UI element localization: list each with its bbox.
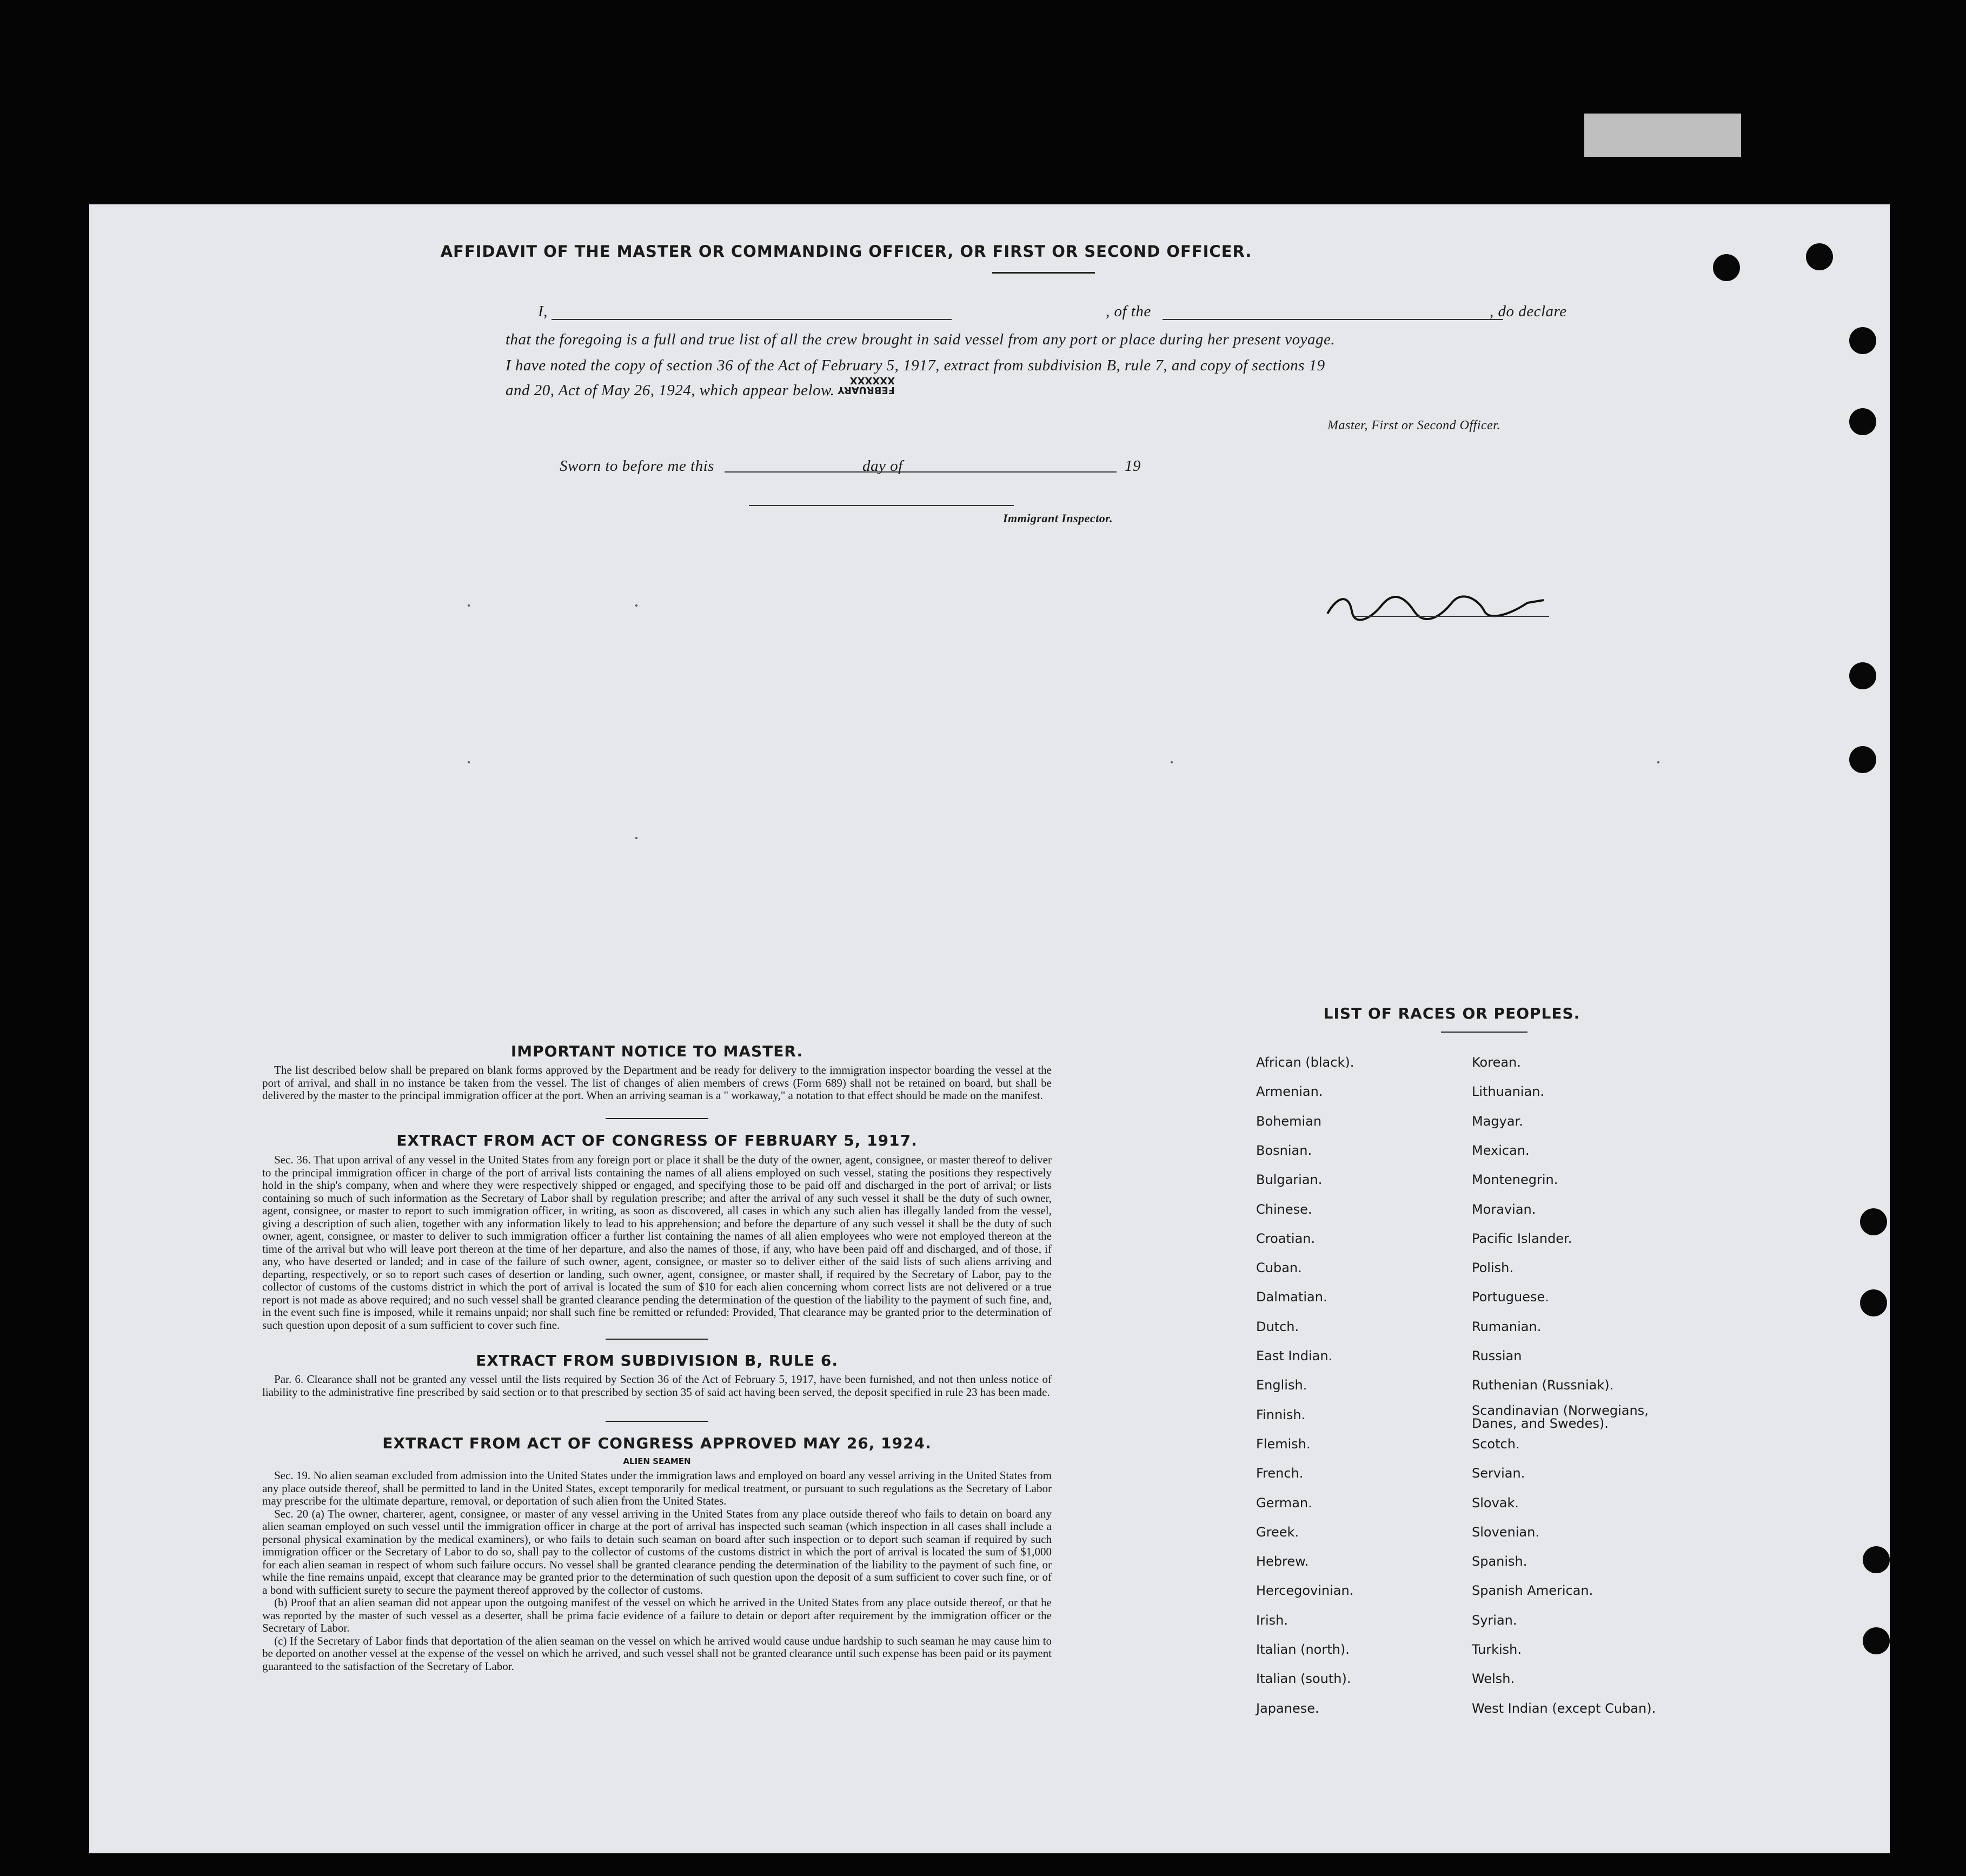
- inspector-line: [749, 505, 1014, 506]
- dot: [1171, 761, 1173, 763]
- races-title: LIST OF RACES OR PEOPLES.: [1323, 1004, 1580, 1022]
- binder-hole: [1863, 1627, 1890, 1654]
- race-item: Flemish.: [1256, 1436, 1311, 1452]
- binder-hole: [1849, 746, 1876, 773]
- sec20c: (c) If the Secretary of Labor finds that deportation of the alien seaman on the vessel on which he arrived would cause undue hardship to such seaman he may cause him to be deported on another vessel at the expense of the vessel on which he arrived, and such vessel shall not be granted clearance until such expense has been paid or its payment guaranteed to the satisfaction of the Secretary of Labor.: [262, 1634, 1052, 1673]
- affidavit-declare: , do declare: [1490, 303, 1567, 320]
- notice-rule: [606, 1118, 708, 1119]
- race-item: Slovak.: [1472, 1495, 1519, 1511]
- race-item: Welsh.: [1472, 1671, 1515, 1687]
- race-item: Ruthenian (Russniak).: [1472, 1378, 1614, 1393]
- notice-title: IMPORTANT NOTICE TO MASTER.: [510, 1042, 803, 1060]
- race-item: Spanish American.: [1472, 1583, 1593, 1599]
- document-page: [89, 204, 1890, 1853]
- sec19: Sec. 19. No alien seaman excluded from admission into the United States under the immigration laws and employed on board any vessel arriving in the United States from any place outside thereof, shall be permitted to land in the United States, except temporarily for medical treatment, or pursuant to such regulations as the Secretary of Labor may prescribe for the ultimate departure, removal, or deportation of such alien from the United States.: [262, 1469, 1052, 1507]
- subdivb-title: EXTRACT FROM SUBDIVISION B, RULE 6.: [476, 1352, 838, 1369]
- race-item: Russian: [1472, 1348, 1522, 1363]
- race-item: Pacific Islander.: [1472, 1230, 1572, 1246]
- race-item: Montenegrin.: [1472, 1172, 1558, 1188]
- race-item: English.: [1256, 1378, 1307, 1393]
- race-item: Hercegovinian.: [1256, 1583, 1354, 1599]
- affidavit-line4: and 20, Act of May 26, 1924, which appear below.: [506, 382, 835, 399]
- dot: [635, 604, 637, 607]
- race-item: Finnish.: [1256, 1407, 1306, 1422]
- race-item: Italian (south).: [1256, 1671, 1351, 1687]
- race-item: Cuban.: [1256, 1260, 1302, 1276]
- subdivb-body: Par. 6. Clearance shall not be granted any vessel until the lists required by Section 36 of the Act of February 5, 1917, have been furnished, and not then unless notice of liability to the administrative fine prescribed by said section or to that prescribed by section 35 of said act having been served, the deposit specified in rule 23 has been made.: [262, 1373, 1052, 1399]
- binder-hole: [1863, 1546, 1890, 1573]
- race-item: Portuguese.: [1472, 1289, 1549, 1305]
- race-item: French.: [1256, 1466, 1304, 1481]
- race-item: Armenian.: [1256, 1084, 1323, 1100]
- race-item: Italian (north).: [1256, 1642, 1350, 1657]
- race-item: Moravian.: [1472, 1201, 1536, 1217]
- race-item: Polish.: [1472, 1260, 1513, 1276]
- dot: [635, 837, 637, 839]
- race-item: Japanese.: [1256, 1700, 1319, 1716]
- race-item: Greek.: [1256, 1524, 1299, 1540]
- extract1917-rule: [606, 1339, 708, 1340]
- binder-hole: [1849, 327, 1876, 354]
- vessel-line: [1163, 319, 1503, 320]
- inverted-stamp: FEBRUARY XXXXXX: [837, 375, 895, 396]
- affidavit-title: AFFIDAVIT OF THE MASTER OR COMMANDING OFFICER, OR FIRST OR SECOND OFFICER.: [440, 242, 1252, 261]
- affidavit-i: I,: [538, 303, 548, 320]
- name-line: [552, 319, 952, 320]
- sec20a: Sec. 20 (a) The owner, charterer, agent, consignee, or master of any vessel arriving in the United States from any place outside thereof who fails to detain on board any alien seaman employed on such vessel until the immigration officer in charge at the port of arrival has inspected such seaman (which inspection in all cases shall include a personal physical examination by the medical examiners), or who fails to detain such seaman on board after such inspection or to deport such seaman if required by such immigration officer or the Secretary of Labor to do so, shall pay to the collector of customs of the customs district in which the port of arrival is located the sum of $1,000 for each alien seaman in respect of whom such failure occurs. No vessel shall be granted clearance pending the determination of the liability to the payment of such fine, or while the fine remains unpaid, except that clearance may be granted prior to the determination of such question upon the deposit of a sum sufficient to cover such fine, or of a bond with sufficient surety to secure the payment thereof approved by the collector of customs.: [262, 1507, 1052, 1596]
- race-item: East Indian.: [1256, 1348, 1333, 1363]
- subdivb-rule: [606, 1421, 708, 1422]
- day-of-text: day of: [862, 457, 903, 475]
- race-item: Scandinavian (Norwegians, Danes, and Swedes).: [1472, 1402, 1649, 1431]
- race-item: Dutch.: [1256, 1319, 1299, 1334]
- binder-hole: [1860, 1208, 1887, 1235]
- signature-caption: Master, First or Second Officer.: [1327, 418, 1500, 433]
- race-item: Turkish.: [1472, 1642, 1522, 1657]
- extract1924-body: [262, 1469, 1052, 1673]
- notice-body: The list described below shall be prepared on blank forms approved by the Department and be ready for delivery to the immigration inspector boarding the vessel at the port of arrival, and shall in no instance be taken from the vessel. The list of changes of alien members of crews (Form 689) shall not be retained on board, but shall be delivered by the master to the principal immigration officer at the port. When an arriving seaman is a " workaway," a notation to that effect should be made on the manifest.: [262, 1063, 1052, 1102]
- extract1924-subtitle: ALIEN SEAMEN: [623, 1456, 691, 1466]
- race-item: Slovenian.: [1472, 1524, 1539, 1540]
- affidavit-of-the: , of the: [1106, 303, 1151, 320]
- race-item: Bulgarian.: [1256, 1172, 1323, 1188]
- sworn-text: Sworn to before me this: [560, 457, 714, 475]
- extract1917-body: Sec. 36. That upon arrival of any vessel in the United States from any foreign port or place it shall be the duty of the owner, agent, consignee, or master thereof to deliver to the principal immigration officer in charge of the port of arrival lists containing the names of all aliens employed on such vessel, stating the positions they respectively hold in the ship's company, when and where they were respectively shipped or engaged, and specifying those to be paid off and discharged in the port of arrival; or lists containing so much of such information as the Secretary of Labor shall by regulation prescribe; and after the arrival of any such vessel it shall be the duty of such owner, agent, consignee, or master to report to such immigration officer, in writing, as soon as discovered, all cases in which any such alien has illegally landed from the vessel, giving a description of such alien, together with any information likely to lead to his apprehension; and before the departure of any such vessel it shall be the duty of such owner, agent, consignee, or master to deliver to such immigration officer a further list containing the names of all alien employees who were not employed thereon at the time of the arrival but who will leave port thereon at the time of her departure, and also the names of those, if any, who have been paid off and discharged, and of those, if any, who have deserted or landed; and in case of the failure of such owner, agent, consignee, or master so to deliver either of the said lists of such aliens arriving and departing, respectively, or so to report such cases of desertion or landing, such owner, agent, consignee, or master shall, if required by the Secretary of Labor, pay to the collector of customs of the customs district in which the port of arrival is located the sum of $10 for each alien concerning whom correct lists are not delivered or a true report is not made as above required; and no such vessel shall be granted clearance pending the determination of the question of the liability to the payment of such fine, and, in the event such fine is imposed, while it remains unpaid; nor shall such fine be remitted or refunded: Provided, That clearance may be granted prior to the determination of such question upon deposit of a sum sufficient to cover such fine.: [262, 1153, 1052, 1332]
- dot: [1657, 761, 1659, 763]
- race-item: African (black).: [1256, 1055, 1354, 1070]
- race-item: Rumanian.: [1472, 1319, 1542, 1334]
- race-item: Syrian.: [1472, 1612, 1517, 1628]
- race-item: Spanish.: [1472, 1554, 1527, 1569]
- binder-hole: [1806, 243, 1833, 270]
- race-item: West Indian (except Cuban).: [1472, 1700, 1656, 1716]
- race-item: Bosnian.: [1256, 1142, 1312, 1158]
- race-item: Irish.: [1256, 1612, 1288, 1628]
- race-item: Lithuanian.: [1472, 1084, 1545, 1100]
- binder-hole: [1849, 662, 1876, 689]
- dot: [468, 604, 470, 607]
- sec20b: (b) Proof that an alien seaman did not appear upon the outgoing manifest of the vessel on which he arrived in the United States from any place outside thereof, or that he was reported by the master of such vessel as a deserter, shall be prima facie evidence of a failure to detain or deport after requirement by the immigration officer or the Secretary of Labor.: [262, 1596, 1052, 1634]
- binder-hole: [1713, 254, 1740, 281]
- year-text: 19: [1125, 457, 1141, 475]
- affidavit-line3: I have noted the copy of section 36 of the Act of February 5, 1917, extract from subdivision B, rule 7, and copy of sections 19: [506, 357, 1325, 374]
- extract1924-title: EXTRACT FROM ACT OF CONGRESS APPROVED MAY 26, 1924.: [382, 1434, 932, 1452]
- binder-hole: [1849, 408, 1876, 435]
- race-item: Chinese.: [1256, 1201, 1312, 1217]
- race-item: Dalmatian.: [1256, 1289, 1327, 1305]
- binder-hole: [1860, 1289, 1887, 1316]
- dot: [468, 761, 470, 763]
- title-rule: [992, 272, 1095, 274]
- race-item: Scotch.: [1472, 1436, 1520, 1452]
- race-item: Hebrew.: [1256, 1554, 1309, 1569]
- race-item: Servian.: [1472, 1466, 1525, 1481]
- affidavit-line2: that the foregoing is a full and true list of all the crew brought in said vessel from any port or place during her present voyage.: [506, 331, 1336, 348]
- race-item: Bohemian: [1256, 1113, 1322, 1129]
- race-item: German.: [1256, 1495, 1312, 1511]
- scan-edge-tab: [1584, 114, 1741, 157]
- month-line: [911, 471, 1117, 473]
- race-item: Magyar.: [1472, 1113, 1523, 1129]
- inspector-caption: Immigrant Inspector.: [1003, 511, 1113, 525]
- race-item: Korean.: [1472, 1055, 1521, 1070]
- races-rule: [1441, 1032, 1527, 1033]
- race-item: Mexican.: [1472, 1142, 1530, 1158]
- signature: [1322, 589, 1549, 627]
- extract1917-title: EXTRACT FROM ACT OF CONGRESS OF FEBRUARY 5, 1917.: [396, 1132, 918, 1149]
- race-item: Croatian.: [1256, 1230, 1316, 1246]
